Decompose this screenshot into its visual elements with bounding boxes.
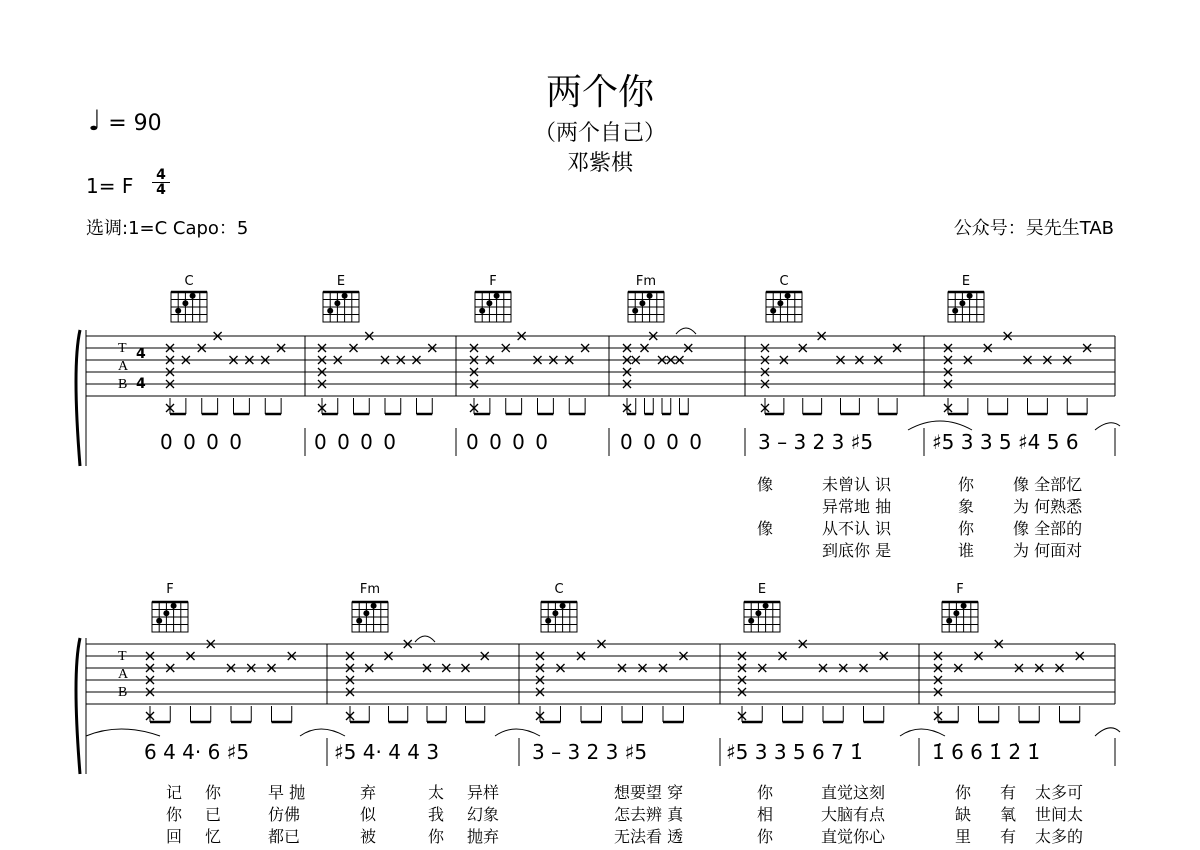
chord-dot	[952, 308, 958, 314]
tab-clef-letter: A	[118, 667, 129, 682]
chord-dot	[785, 293, 791, 299]
lyric-text: 未曾认 识	[822, 475, 892, 494]
song-title: 两个你	[545, 72, 654, 113]
chord-dot	[560, 603, 566, 609]
chord-dot	[647, 293, 653, 299]
numbered-measure: 0 0 0 0	[314, 430, 396, 454]
quarter-note-icon: ♩	[88, 104, 102, 137]
lyric-text: 你	[955, 783, 972, 802]
lyric-text: 仿佛	[268, 805, 301, 824]
numbered-measure: 6 4 4· 6 ♯5	[144, 740, 250, 764]
lyric-text: 无法看 透	[614, 827, 684, 846]
chord-name: Fm	[359, 582, 381, 597]
lyric-text: 忆	[205, 827, 222, 846]
chord-dot	[479, 308, 485, 314]
lyric-text: 直觉这刻	[821, 783, 886, 802]
time-signature-top: 4	[156, 167, 166, 183]
lyric-text: 有	[1000, 827, 1017, 846]
tie-arc	[676, 328, 696, 334]
capo-info: 选调:1=C Capo：5	[86, 218, 249, 239]
lyric-text: 世间太	[1035, 805, 1084, 824]
lyric-text: 氧	[1000, 805, 1017, 824]
lyric-text: 怎去辨 真	[614, 805, 684, 824]
chord-dot	[639, 300, 645, 306]
lyric-text: 你	[958, 519, 975, 538]
lyric-text: 你	[757, 783, 774, 802]
artist-name: 邓紫棋	[566, 151, 633, 176]
lyric-text: 太	[428, 783, 445, 802]
chord-dot	[334, 300, 340, 306]
lyric-text: 有	[1000, 783, 1017, 802]
chord-dot	[953, 610, 959, 616]
numbered-measure: 0 0 0 0	[160, 430, 242, 454]
lyric-text: 被	[360, 827, 377, 846]
chord-dot	[959, 300, 965, 306]
lyric-text: 谁	[958, 541, 975, 560]
chord-dot	[342, 293, 348, 299]
chord-name: C	[554, 582, 564, 597]
chord-dot	[748, 618, 754, 624]
lyric-text: 像 全部的	[1013, 519, 1083, 538]
numbered-measure: 1̇ 6 6 1̇ 2̇ 1̇	[932, 740, 1041, 764]
lyric-text: 为 何熟悉	[1013, 497, 1083, 516]
chord-dot	[494, 293, 500, 299]
tie-arc	[900, 729, 945, 736]
chord-dot	[946, 618, 952, 624]
song-subtitle: （两个自己）	[533, 121, 666, 146]
lyric-text: 里	[955, 827, 972, 846]
chord-name: E	[757, 582, 767, 597]
lyric-text: 弃	[360, 783, 377, 802]
lyric-text: 太多可	[1035, 783, 1084, 802]
chord-name: C	[779, 274, 789, 289]
numbered-measure: 3 – 3 2 3 ♯5	[758, 430, 874, 454]
tab-clef-letter: T	[118, 649, 127, 664]
chord-dot	[777, 300, 783, 306]
tempo-value: = 90	[108, 111, 162, 136]
tie-arc	[1095, 728, 1120, 736]
tie-arc	[495, 729, 540, 736]
lyric-text: 像 全部忆	[1013, 475, 1083, 494]
tie-arc	[86, 729, 160, 736]
numbered-measure: 0 0 0 0	[620, 430, 702, 454]
tab-clef-letter: A	[118, 359, 129, 374]
tab-time-sig-bottom: 4	[136, 376, 146, 392]
lyric-text: 为 何面对	[1013, 541, 1083, 560]
lyric-text: 到底你 是	[822, 541, 892, 560]
lyric-text: 都已	[268, 827, 301, 846]
chord-dot	[156, 618, 162, 624]
chord-dot	[171, 603, 177, 609]
lyric-text: 你	[166, 805, 183, 824]
numbered-measure: ♯5 3 3 5 6 7 1̇	[726, 740, 863, 764]
chord-name: Fm	[635, 274, 657, 289]
chord-dot	[175, 308, 181, 314]
lyric-text: 似	[360, 805, 377, 824]
lyric-text: 象	[958, 497, 975, 516]
chord-name: E	[336, 274, 346, 289]
credit-line: 公众号：吴先生TAB	[953, 218, 1114, 239]
chord-dot	[182, 300, 188, 306]
lyric-text: 直觉你心	[821, 827, 886, 846]
lyric-text: 已	[205, 805, 222, 824]
time-signature-bottom: 4	[156, 182, 166, 198]
lyric-text: 异常地 抽	[822, 497, 892, 516]
lyric-text: 像	[757, 519, 774, 538]
tab-clef-letter: B	[118, 685, 128, 700]
numbered-measure: ♯5 3 3 5 ♯4 5 6	[932, 430, 1079, 454]
lyric-text: 早 抛	[268, 783, 306, 802]
chord-dot	[763, 603, 769, 609]
lyric-text: 你	[428, 827, 445, 846]
lyric-text: 想要望 穿	[614, 783, 684, 802]
lyric-text: 回	[166, 827, 183, 846]
lyric-text: 记	[166, 783, 183, 802]
chord-name: F	[166, 582, 174, 597]
chord-dot	[755, 610, 761, 616]
numbered-measure: ♯5 4· 4 4 3	[334, 740, 440, 764]
chord-dot	[552, 610, 558, 616]
chord-dot	[356, 618, 362, 624]
lyric-text: 你	[205, 783, 222, 802]
lyric-text: 相	[757, 805, 774, 824]
key-signature: 1= F	[86, 174, 134, 198]
chord-dot	[967, 293, 973, 299]
lyric-text: 我	[428, 805, 445, 824]
chord-dot	[770, 308, 776, 314]
chord-dot	[545, 618, 551, 624]
lyric-text: 抛弃	[467, 827, 500, 846]
lyric-text: 缺	[955, 805, 972, 824]
lyric-text: 异样	[467, 783, 500, 802]
chord-dot	[190, 293, 196, 299]
tie-arc	[300, 729, 345, 736]
chord-dot	[486, 300, 492, 306]
chord-dot	[371, 603, 377, 609]
tie-arc	[415, 636, 435, 642]
system-bracket	[76, 638, 80, 774]
tab-clef-letter: B	[118, 377, 128, 392]
chord-dot	[632, 308, 638, 314]
lyric-text: 幻象	[467, 805, 500, 824]
numbered-measure: 3 – 3 2 3 ♯5	[532, 740, 648, 764]
chord-dot	[163, 610, 169, 616]
lyric-text: 太多的	[1035, 827, 1084, 846]
system-bracket	[76, 330, 80, 466]
chord-name: C	[184, 274, 194, 289]
chord-dot	[961, 603, 967, 609]
tie-arc	[908, 421, 972, 430]
chord-dot	[363, 610, 369, 616]
tie-arc	[1095, 423, 1120, 430]
numbered-measure: 0 0 0 0	[466, 430, 548, 454]
tab-time-sig-top: 4	[136, 346, 146, 362]
chord-dot	[327, 308, 333, 314]
lyric-text: 像	[757, 475, 774, 494]
chord-name: F	[956, 582, 964, 597]
lyric-text: 你	[958, 475, 975, 494]
lyric-text: 你	[757, 827, 774, 846]
lyric-text: 从不认 识	[822, 519, 892, 538]
chord-name: F	[489, 274, 497, 289]
lyric-text: 大脑有点	[821, 805, 886, 824]
tab-clef-letter: T	[118, 341, 127, 356]
chord-name: E	[961, 274, 971, 289]
